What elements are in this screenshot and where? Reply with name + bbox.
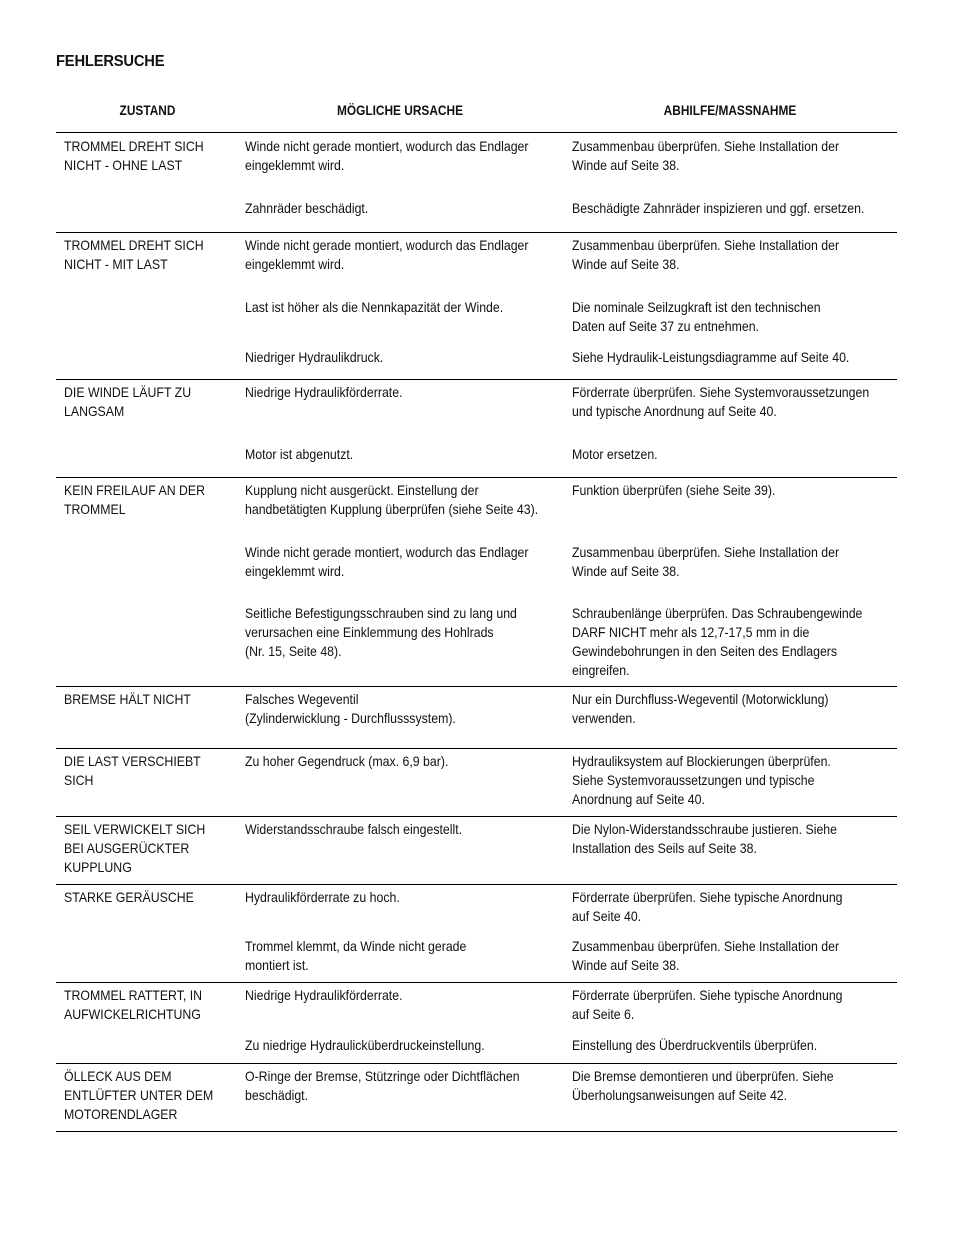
- row-divider: [56, 477, 897, 478]
- cause-cell: Zu niedrige Hydraulicküberdruckeinstellung.: [245, 1037, 485, 1053]
- cause-cell: O-Ringe der Bremse, Stützringe oder Dichtflächen beschädigt.: [245, 1068, 520, 1103]
- remedy-cell: Zusammenbau überprüfen. Siehe Installation der Winde auf Seite 38.: [572, 544, 840, 579]
- remedy-cell: Förderrate überprüfen. Siehe typische Anordnung auf Seite 40.: [572, 889, 843, 924]
- remedy-cell: Die Nylon-Widerstandsschraube justieren. Siehe Installation des Seils auf Seite 38.: [572, 821, 838, 856]
- cause-cell: Winde nicht gerade montiert, wodurch das Endlager eingeklemmt wird.: [245, 138, 529, 173]
- remedy-cell: Zusammenbau überprüfen. Siehe Installation der Winde auf Seite 38.: [572, 138, 840, 173]
- cause-cell: Widerstandsschraube falsch eingestellt.: [245, 821, 463, 837]
- cause-cell: Zu hoher Gegendruck (max. 6,9 bar).: [245, 753, 449, 769]
- remedy-cell: Zusammenbau überprüfen. Siehe Installation der Winde auf Seite 38.: [572, 237, 840, 272]
- condition-cell: BREMSE HÄLT NICHT: [64, 691, 191, 707]
- row-divider: [56, 748, 897, 749]
- condition-cell: TROMMEL RATTERT, IN AUFWICKELRICHTUNG: [64, 987, 203, 1022]
- cause-cell: Last ist höher als die Nennkapazität der Winde.: [245, 299, 504, 315]
- row-divider: [56, 132, 897, 133]
- condition-cell: DIE WINDE LÄUFT ZU LANGSAM: [64, 384, 192, 419]
- cause-cell: Motor ist abgenutzt.: [245, 446, 354, 462]
- condition-cell: STARKE GERÄUSCHE: [64, 889, 194, 905]
- remedy-cell: Motor ersetzen.: [572, 446, 658, 462]
- column-header-condition: ZUSTAND: [119, 103, 176, 118]
- remedy-cell: Förderrate überprüfen. Siehe typische Anordnung auf Seite 6.: [572, 987, 843, 1022]
- row-divider: [56, 816, 897, 817]
- cause-cell: Falsches Wegeventil (Zylinderwicklung - Durchflusssystem).: [245, 691, 456, 726]
- condition-cell: SEIL VERWICKELT SICH BEI AUSGERÜCKTER KUPPLUNG: [64, 821, 206, 875]
- remedy-cell: Funktion überprüfen (siehe Seite 39).: [572, 482, 776, 498]
- row-divider: [56, 884, 897, 885]
- remedy-cell: Einstellung des Überdruckventils überprüfen.: [572, 1037, 818, 1053]
- cause-cell: Winde nicht gerade montiert, wodurch das Endlager eingeklemmt wird.: [245, 237, 529, 272]
- cause-cell: Niedrige Hydraulikförderrate.: [245, 384, 403, 400]
- remedy-cell: Siehe Hydraulik-Leistungsdiagramme auf Seite 40.: [572, 349, 850, 365]
- remedy-cell: Nur ein Durchfluss-Wegeventil (Motorwicklung) verwenden.: [572, 691, 829, 726]
- cause-cell: Kupplung nicht ausgerückt. Einstellung der handbetätigten Kupplung überprüfen (siehe Seite 43).: [245, 482, 539, 517]
- cause-cell: Winde nicht gerade montiert, wodurch das Endlager eingeklemmt wird.: [245, 544, 529, 579]
- row-divider: [56, 232, 897, 233]
- cause-cell: Trommel klemmt, da Winde nicht gerade montiert ist.: [245, 938, 467, 973]
- row-divider: [56, 1131, 897, 1132]
- remedy-cell: Zusammenbau überprüfen. Siehe Installation der Winde auf Seite 38.: [572, 938, 840, 973]
- condition-cell: TROMMEL DREHT SICH NICHT - OHNE LAST: [64, 138, 204, 173]
- cause-cell: Hydraulikförderrate zu hoch.: [245, 889, 400, 905]
- remedy-cell: Förderrate überprüfen. Siehe Systemvoraussetzungen und typische Anordnung auf Seite 40.: [572, 384, 870, 419]
- column-header-remedy: ABHILFE/MASSNAHME: [663, 103, 797, 118]
- condition-cell: DIE LAST VERSCHIEBT SICH: [64, 753, 201, 788]
- cause-cell: Niedrige Hydraulikförderrate.: [245, 987, 403, 1003]
- row-divider: [56, 686, 897, 687]
- page-title: FEHLERSUCHE: [56, 53, 165, 70]
- condition-cell: ÖLLECK AUS DEM ENTLÜFTER UNTER DEM MOTORENDLAGER: [64, 1068, 214, 1122]
- remedy-cell: Schraubenlänge überprüfen. Das Schraubengewinde DARF NICHT mehr als 12,7-17,5 mm in die Gewindebohrungen in den Seiten des Endlagers eingreifen.: [572, 605, 863, 678]
- condition-cell: TROMMEL DREHT SICH NICHT - MIT LAST: [64, 237, 204, 272]
- cause-cell: Niedriger Hydraulikdruck.: [245, 349, 384, 365]
- remedy-cell: Hydrauliksystem auf Blockierungen überprüfen. Siehe Systemvoraussetzungen und typische Anordnung auf Seite 40.: [572, 753, 831, 807]
- remedy-cell: Die Bremse demontieren und überprüfen. Siehe Überholungsanweisungen auf Seite 42.: [572, 1068, 834, 1103]
- cause-cell: Seitliche Befestigungsschrauben sind zu lang und verursachen eine Einklemmung des Hohlrads (Nr. 15, Seite 48).: [245, 605, 517, 659]
- condition-cell: KEIN FREILAUF AN DER TROMMEL: [64, 482, 206, 517]
- cause-cell: Zahnräder beschädigt.: [245, 200, 369, 216]
- column-header-cause: MÖGLICHE URSACHE: [336, 103, 464, 118]
- remedy-cell: Beschädigte Zahnräder inspizieren und ggf. ersetzen.: [572, 200, 865, 216]
- row-divider: [56, 1063, 897, 1064]
- row-divider: [56, 982, 897, 983]
- remedy-cell: Die nominale Seilzugkraft ist den technischen Daten auf Seite 37 zu entnehmen.: [572, 299, 821, 334]
- row-divider: [56, 379, 897, 380]
